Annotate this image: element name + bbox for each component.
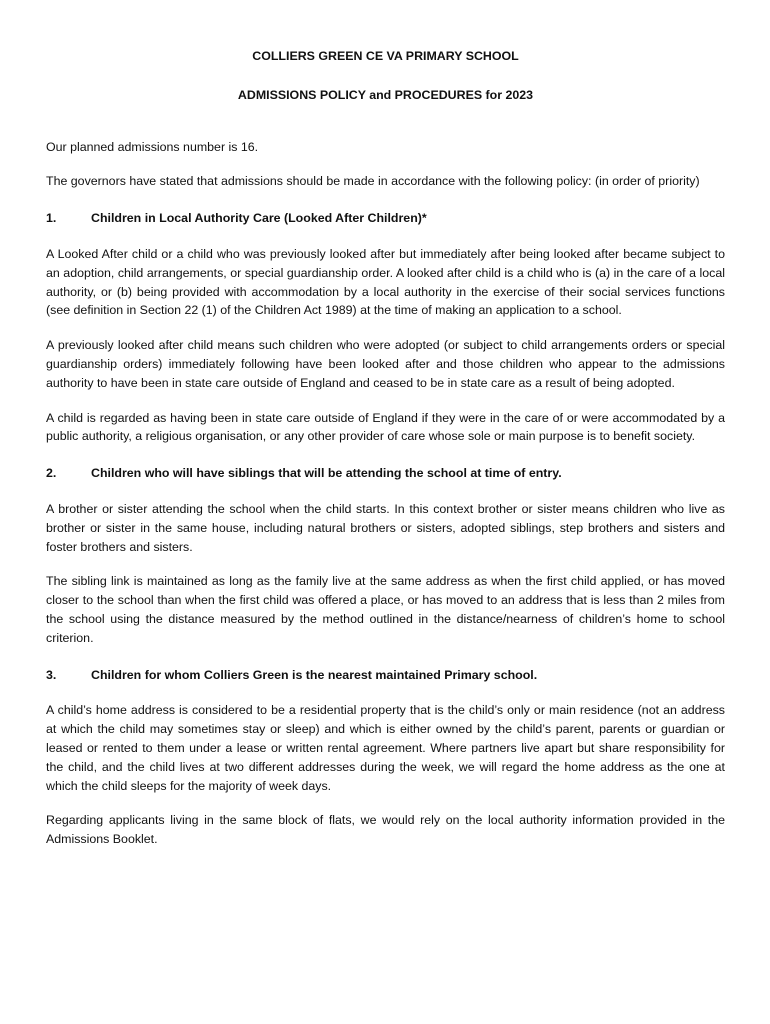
section-1-paragraph-2: A previously looked after child means such children who were adopted (or subject to child arrangements orders or special guardianship orders) immediately following have been looked after and those children who appear to the admissions authority to have been in state care outside of England and ceased to be in state care as a result of being adopted. (46, 338, 725, 390)
section-2-paragraph-2: The sibling link is maintained as long as the family live at the same address as when the first child applied, or has moved closer to the school than when the first child was offered a place, or has moved to an address that is less than 2 miles from the school using the distance measured by the method outlined in the distance/nearness of children’s home to school criterion. (46, 574, 725, 645)
document-body (46, 47, 725, 849)
section-1-number: 1. (46, 211, 57, 226)
section-1-title: Children in Local Authority Care (Looked After Children)* (91, 211, 427, 226)
section-2-number: 2. (46, 466, 57, 481)
section-2-paragraph-1: A brother or sister attending the school when the child starts. In this context brother or sister means children who live as brother or sister in the same house, including natural brothers or sisters, adopted siblings, step brothers and sisters and foster brothers and sisters. (46, 501, 725, 554)
section-3-number: 3. (46, 667, 57, 682)
section-3-paragraph-1: A child’s home address is considered to be a residential property that is the child’s only or main residence (not an address at which the child may sometimes stay or sleep) and which is either owned by the child’s parent, parents or guardian or leased or rented to them under a lease or written rental agreement. Where partners live apart but share responsibility for the child, and the child lives at two different addresses during the week, we will regard the home address as the one at which the child sleeps for the majority of week days. (46, 703, 725, 793)
section-1-heading (46, 209, 725, 228)
governors-statement-paragraph: The governors have stated that admissions should be made in accordance with the following policy: (in order of priority) (46, 174, 700, 189)
policy-title: ADMISSIONS POLICY and PROCEDURES for 2023 (237, 87, 534, 102)
admissions-number-paragraph: Our planned admissions number is 16. (46, 139, 259, 154)
section-3-title: Children for whom Colliers Green is the nearest maintained Primary school. (91, 667, 538, 682)
section-3-paragraph-2: Regarding applicants living in the same block of flats, we would rely on the local authority information provided in the Admissions Booklet. (46, 813, 725, 847)
section-2-heading (46, 464, 725, 483)
section-2-title: Children who will have siblings that will be attending the school at time of entry. (91, 466, 562, 481)
section-1-paragraph-3: A child is regarded as having been in state care outside of England if they were in the care of or were accommodated by a public authority, a religious organisation, or any other provider of care whose sole or main purpose is to benefit society. (46, 410, 725, 444)
section-1-paragraph-1: A Looked After child or a child who was previously looked after but immediately after being looked after became subject to an adoption, child arrangements, or special guardianship order. A looked after child is a child who is (a) in the care of a local authority, or (b) being provided with accommodation by a local authority in the exercise of their social services functions (see definition in Section 22 (1) of the Children Act 1989) at the time of making an application to a school. (46, 246, 725, 318)
school-title: COLLIERS GREEN CE VA PRIMARY SCHOOL (252, 49, 519, 63)
section-3-heading (46, 666, 725, 685)
